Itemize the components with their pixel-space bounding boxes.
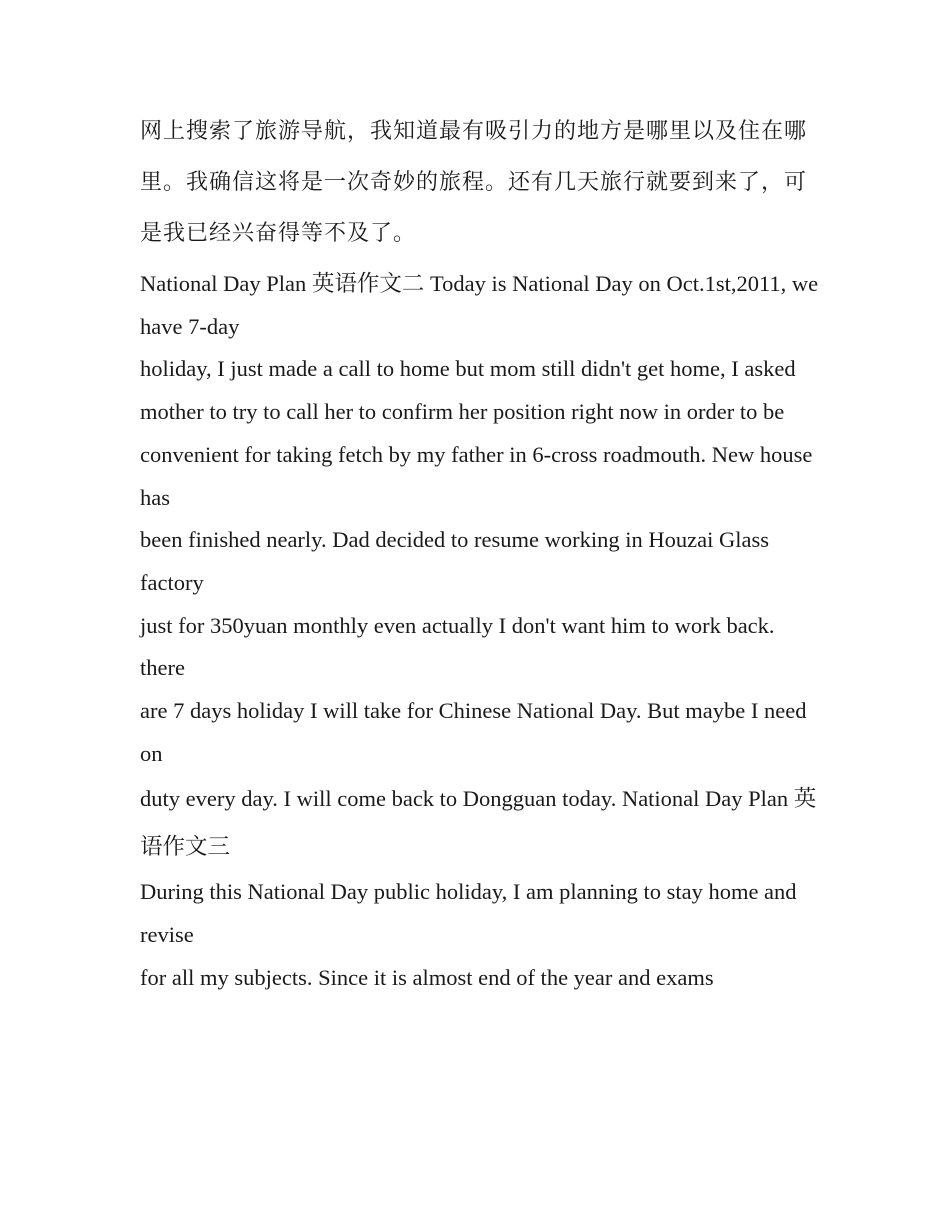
text-line: for all my subjects. Since it is almost end of the year and exams: [140, 964, 714, 990]
text-line: mother to try to call her to confirm her position right now in order to be: [140, 399, 785, 425]
text-line: During this National Day public holiday, I am planning to stay home and revise: [140, 879, 797, 948]
text-line: are 7 days holiday I will take for Chinese National Day. But maybe I need on: [140, 698, 807, 766]
text-line: duty every day. I will come back to Dongguan today. National Day Plan 英语作文三: [140, 786, 817, 860]
text-line: been finished nearly. Dad decided to resume working in Houzai Glass factory: [140, 527, 769, 595]
text-line: just for 350yuan monthly even actually I don't want him to work back. there: [140, 612, 775, 681]
text-line: National Day Plan 英语作文二 Today is National Day on Oct.1st,2011, we have 7-day: [140, 271, 819, 339]
chinese-paragraph: 网上搜索了旅游导航，我知道最有吸引力的地方是哪里以及住在哪里。我确信这将是一次奇妙的旅程。还有几天旅行就要到来了，可是我已经兴奋得等不及了。: [140, 119, 808, 246]
document-body: [140, 106, 820, 1000]
text-line: holiday, I just made a call to home but mom still didn't get home, I asked: [140, 356, 796, 382]
text-line: convenient for taking fetch by my father in 6-cross roadmouth. New house has: [140, 441, 813, 510]
